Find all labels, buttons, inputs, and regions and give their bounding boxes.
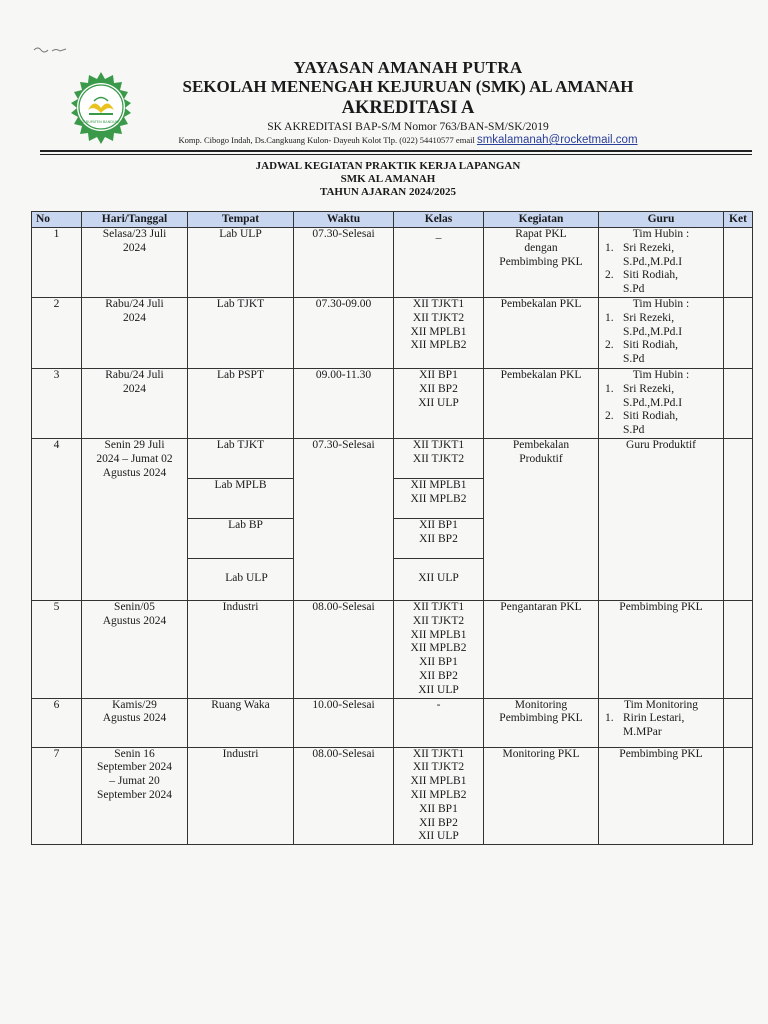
activity-line: Monitoring <box>514 698 568 711</box>
class-name: XII MPLB2 <box>410 492 467 505</box>
date-line: Selasa/23 Juli <box>102 228 167 240</box>
class-name: XII BP2 <box>419 669 458 682</box>
teacher-team-label: Tim Hubin : <box>632 228 690 240</box>
teacher-number: 1. <box>605 241 614 254</box>
school-address <box>108 134 708 147</box>
activity-line: dengan <box>524 241 558 254</box>
cell-time: 07.30-Selesai <box>294 438 394 600</box>
class-name: XII BP2 <box>419 382 458 395</box>
accreditation-title: AKREDITASI A <box>341 98 475 118</box>
teacher-list <box>601 298 721 367</box>
class-name: XII TJKT1 <box>412 438 465 451</box>
class-name: XII MPLB2 <box>410 339 467 352</box>
cell-note <box>724 228 753 298</box>
cell-date <box>82 747 188 845</box>
col-header-note: Ket <box>724 212 753 228</box>
teacher-list <box>601 369 721 438</box>
cell-class <box>394 698 484 747</box>
teacher-item <box>601 410 721 424</box>
class-name: XII MPLB2 <box>410 788 467 801</box>
class-name: XII MPLB1 <box>410 775 467 788</box>
class-name: XII TJKT2 <box>412 761 465 774</box>
class-name: XII BP1 <box>419 656 458 669</box>
col-header-teacher: Guru <box>599 212 724 228</box>
title-line-1: JADWAL KEGIATAN PRAKTIK KERJA LAPANGAN <box>255 160 521 172</box>
teacher-item <box>601 269 721 283</box>
cell-class <box>394 600 484 698</box>
cell-time: 09.00-11.30 <box>294 369 394 439</box>
date-line: September 2024 <box>96 761 173 774</box>
cell-time: 08.00-Selesai <box>294 600 394 698</box>
cell-note <box>724 438 753 600</box>
class-name: XII TJKT1 <box>412 600 465 613</box>
cell-date <box>82 369 188 439</box>
cell-place <box>188 438 294 600</box>
class-name: - <box>436 698 441 711</box>
cell-place: Industri <box>188 600 294 698</box>
date-line: Rabu/24 Juli <box>105 369 164 381</box>
cell-time: 10.00-Selesai <box>294 698 394 747</box>
teacher-number: 2. <box>605 269 614 282</box>
cell-place: Lab TJKT <box>188 298 294 369</box>
sub-classes <box>396 559 481 600</box>
pen-scribble-mark <box>32 44 72 54</box>
date-line: Senin 29 Juli <box>104 438 165 451</box>
class-name: XII ULP <box>418 396 459 409</box>
cell-note <box>724 747 753 845</box>
cell-date <box>82 438 188 600</box>
cell-class <box>394 228 484 298</box>
activity-line: Pembimbing PKL <box>499 712 583 725</box>
col-header-date: Hari/Tanggal <box>82 212 188 228</box>
cell-no: 4 <box>32 438 82 600</box>
date-line: 2024 <box>123 241 146 254</box>
sub-place: Lab MPLB <box>188 479 293 519</box>
cell-no: 5 <box>32 600 82 698</box>
cell-date <box>82 228 188 298</box>
activity-line: Rapat PKL <box>515 228 567 240</box>
class-name: XII MPLB1 <box>410 325 467 338</box>
cell-place: Industri <box>188 747 294 845</box>
table-row <box>32 369 753 439</box>
foundation-name: YAYASAN AMANAH PUTRA <box>293 58 523 77</box>
cell-note <box>724 369 753 439</box>
date-line: September 2024 <box>96 788 173 801</box>
table-header-row <box>32 212 753 228</box>
date-line: Rabu/24 Juli <box>105 298 164 310</box>
accreditation-decree: SK AKREDITASI BAP-S/M Nomor 763/BAN-SM/SK/2019 <box>267 121 549 133</box>
cell-class <box>394 369 484 439</box>
cell-class <box>394 747 484 845</box>
date-line: Agustus 2024 <box>102 466 167 479</box>
teacher-name: Sri Rezeki, <box>623 311 675 324</box>
class-name: XII MPLB1 <box>410 478 467 491</box>
col-header-class: Kelas <box>394 212 484 228</box>
teacher-team-label: Tim Hubin : <box>632 369 690 381</box>
cell-time: 07.30-09.00 <box>294 298 394 369</box>
cell-date <box>82 600 188 698</box>
title-line-3: TAHUN AJARAN 2024/2025 <box>319 186 457 198</box>
teacher-number: 1. <box>605 382 614 395</box>
cell-date <box>82 698 188 747</box>
teacher-item <box>601 312 721 326</box>
date-line: 2024 <box>123 382 146 395</box>
cell-note <box>724 600 753 698</box>
address-text: Komp. Cibogo Indah, Ds.Cangkuang Kulon- Dayeuh Kolot Tlp. (022) 54410577 email <box>178 135 475 145</box>
cell-no: 1 <box>32 228 82 298</box>
letterhead-thin-rule <box>40 154 752 155</box>
class-name: XII BP1 <box>419 802 458 815</box>
teacher-degree: S.Pd.,M.Pd.I <box>623 396 683 409</box>
schedule-title <box>108 160 668 199</box>
cell-class <box>394 438 484 600</box>
teacher-name: Ririn Lestari, <box>623 712 685 725</box>
date-line: Agustus 2024 <box>102 614 167 627</box>
teacher-number: 2. <box>605 410 614 423</box>
teacher-name: Siti Rodiah, <box>623 410 678 423</box>
teacher-item <box>601 339 721 353</box>
cell-activity <box>484 600 599 698</box>
activity-line: Pembekalan PKL <box>500 369 582 381</box>
col-header-activity: Kegiatan <box>484 212 599 228</box>
letterhead-thick-rule <box>40 150 752 152</box>
email-link[interactable]: smkalamanah@rocketmail.com <box>476 134 638 146</box>
class-name: XII MPLB2 <box>410 642 467 655</box>
cell-activity <box>484 698 599 747</box>
cell-teacher: Pembimbing PKL <box>599 747 724 845</box>
cell-teacher <box>599 369 724 439</box>
table-row <box>32 698 753 747</box>
class-name: XII TJKT2 <box>412 311 465 324</box>
class-name: XII TJKT1 <box>412 747 465 760</box>
cell-activity <box>484 369 599 439</box>
cell-teacher: Pembimbing PKL <box>599 600 724 698</box>
cell-no: 3 <box>32 369 82 439</box>
activity-line: Pembekalan PKL <box>500 298 582 310</box>
class-name: XII TJKT2 <box>412 614 465 627</box>
cell-no: 2 <box>32 298 82 369</box>
logo-caption: KABUPATEN BANDUNG <box>81 120 121 124</box>
letterhead <box>108 58 708 147</box>
table-row <box>32 438 753 600</box>
sub-place: Lab ULP <box>225 571 268 584</box>
teacher-team-label: Tim Monitoring <box>623 698 699 711</box>
teacher-degree: S.Pd.,M.Pd.I <box>623 325 683 338</box>
cell-no: 7 <box>32 747 82 845</box>
date-line: 2024 – Jumat 02 <box>96 452 173 465</box>
class-name: XII BP1 <box>419 518 458 531</box>
col-header-no: No <box>32 212 82 228</box>
cell-class <box>394 298 484 369</box>
teacher-number: 1. <box>605 712 614 725</box>
cell-activity <box>484 438 599 600</box>
cell-note <box>724 298 753 369</box>
cell-activity <box>484 298 599 369</box>
teacher-number: 1. <box>605 311 614 324</box>
cell-teacher: Guru Produktif <box>599 438 724 600</box>
class-name: _ <box>435 228 442 240</box>
cell-no: 6 <box>32 698 82 747</box>
class-name: XII ULP <box>418 683 459 696</box>
cell-teacher <box>599 228 724 298</box>
sub-classes <box>394 519 483 559</box>
cell-place: Ruang Waka <box>188 698 294 747</box>
activity-line: Pembekalan <box>512 438 570 451</box>
cell-place: Lab PSPT <box>188 369 294 439</box>
cell-date <box>82 298 188 369</box>
title-line-2: SMK AL AMANAH <box>340 173 436 185</box>
cell-time: 08.00-Selesai <box>294 747 394 845</box>
teacher-item <box>601 712 721 726</box>
teacher-list <box>601 228 721 297</box>
col-header-time: Waktu <box>294 212 394 228</box>
sub-place: Lab BP <box>188 519 293 559</box>
class-name: XII MPLB1 <box>410 628 467 641</box>
cell-activity <box>484 228 599 298</box>
cell-teacher <box>599 698 724 747</box>
teacher-name: Siti Rodiah, <box>623 339 678 352</box>
class-name: XII BP1 <box>419 369 458 381</box>
cell-teacher <box>599 298 724 369</box>
teacher-name: Sri Rezeki, <box>623 382 675 395</box>
date-line: Senin/05 <box>114 600 155 613</box>
activity-line: Produktif <box>519 452 563 465</box>
sub-place: Lab TJKT <box>188 439 293 479</box>
table-row <box>32 228 753 298</box>
teacher-team-label: Tim Hubin : <box>632 298 690 310</box>
class-name: XII ULP <box>418 571 459 584</box>
teacher-name: Siti Rodiah, <box>623 269 678 282</box>
class-name: XII BP2 <box>419 532 458 545</box>
date-line: Kamis/29 <box>112 698 157 711</box>
schedule-table <box>31 211 753 845</box>
cell-note <box>724 698 753 747</box>
cell-place: Lab ULP <box>188 228 294 298</box>
teacher-item <box>601 242 721 256</box>
date-line: – Jumat 20 <box>109 775 160 788</box>
col-header-place: Tempat <box>188 212 294 228</box>
class-name: XII TJKT2 <box>412 452 465 465</box>
date-line: Senin 16 <box>114 747 155 760</box>
class-name: XII ULP <box>418 830 459 843</box>
table-body <box>32 228 753 845</box>
date-line: 2024 <box>123 311 146 324</box>
table-row <box>32 600 753 698</box>
table-row <box>32 298 753 369</box>
teacher-degree: S.Pd <box>623 283 645 296</box>
class-name: XII BP2 <box>419 816 458 829</box>
sub-classes <box>394 479 483 519</box>
teacher-item <box>601 383 721 397</box>
class-name: XII TJKT1 <box>412 298 465 310</box>
teacher-degree: S.Pd <box>623 424 645 437</box>
school-name: SEKOLAH MENENGAH KEJURUAN (SMK) AL AMANAH <box>182 77 634 96</box>
table-row <box>32 747 753 845</box>
activity-line: Monitoring PKL <box>502 747 580 760</box>
teacher-degree: M.MPar <box>623 726 662 739</box>
teacher-number: 2. <box>605 339 614 352</box>
activity-line: Pembimbing PKL <box>499 255 583 268</box>
activity-line: Pengantaran PKL <box>500 600 582 613</box>
teacher-degree: S.Pd.,M.Pd.I <box>623 255 683 268</box>
sub-classes <box>394 439 483 479</box>
teacher-degree: S.Pd <box>623 353 645 366</box>
teacher-list <box>601 699 721 740</box>
cell-time: 07.30-Selesai <box>294 228 394 298</box>
cell-activity <box>484 747 599 845</box>
date-line: Agustus 2024 <box>102 712 167 725</box>
teacher-name: Sri Rezeki, <box>623 241 675 254</box>
